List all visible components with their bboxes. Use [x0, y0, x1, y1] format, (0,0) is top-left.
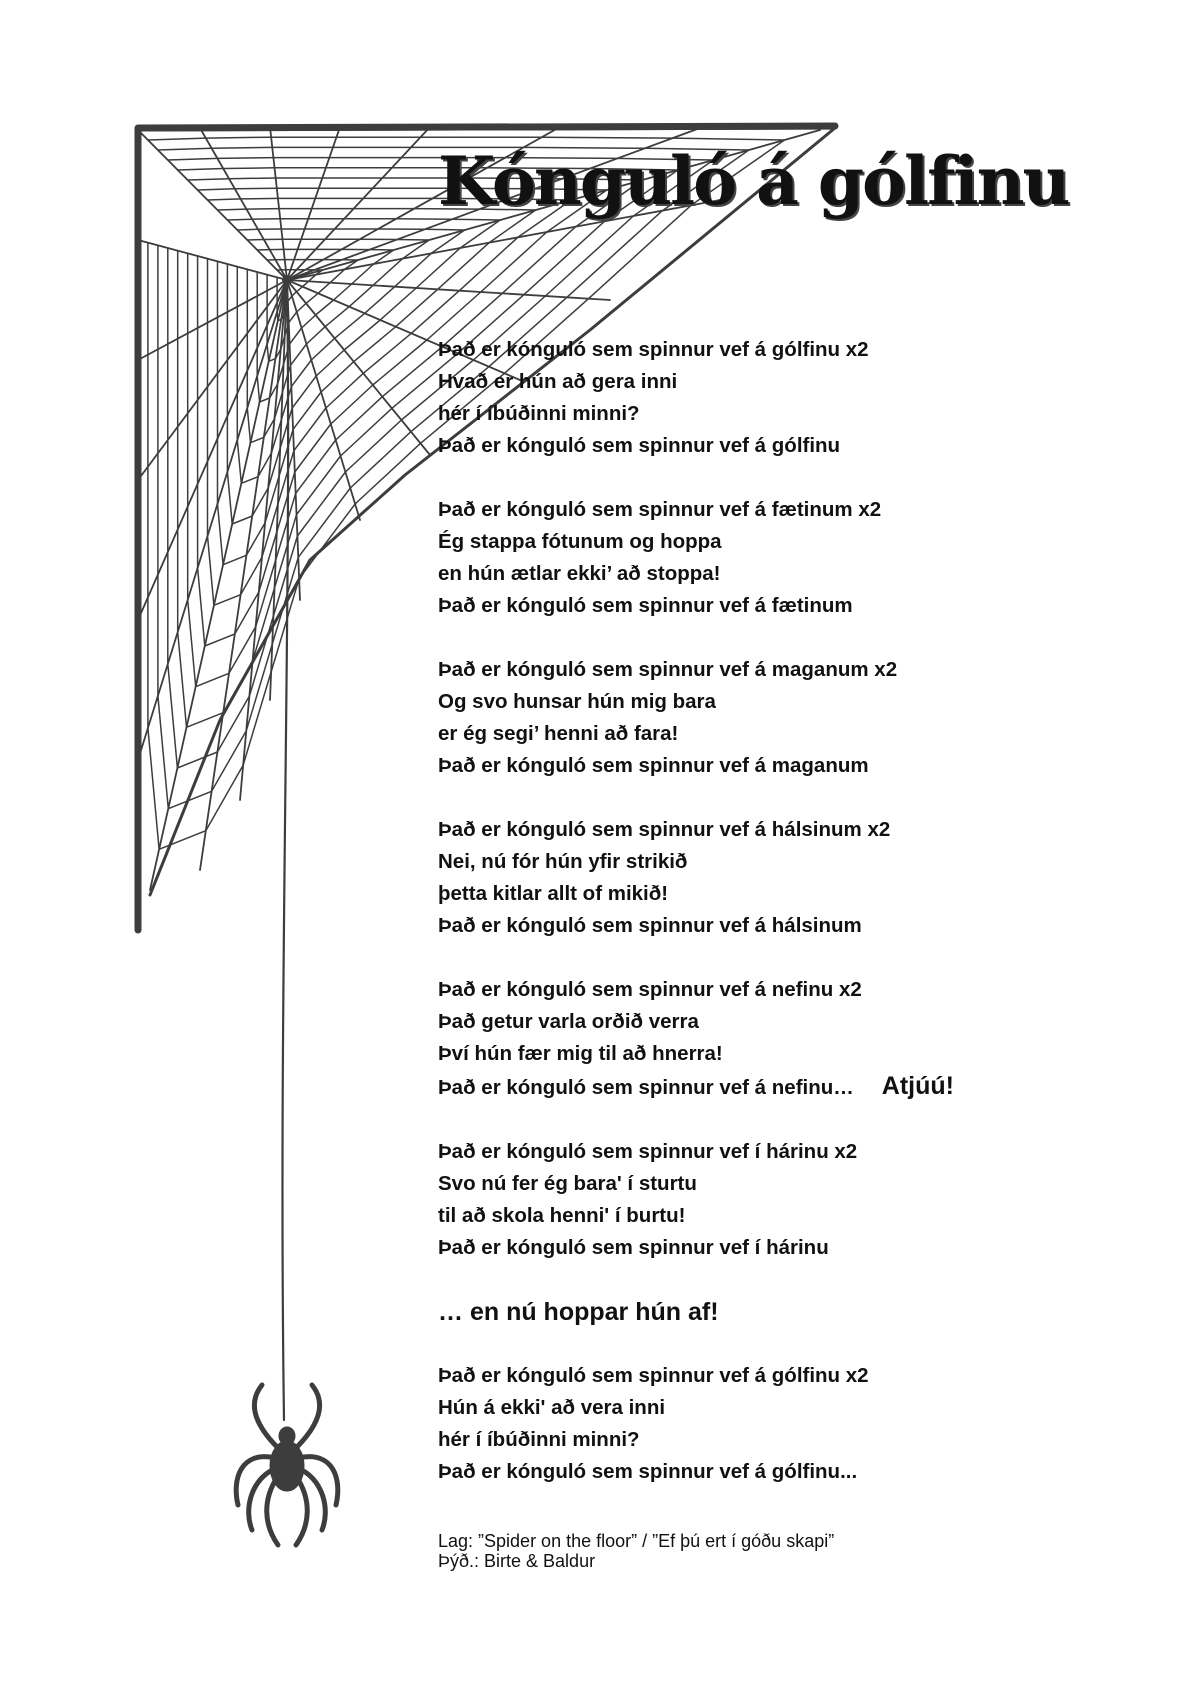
lyric-line: Hvað er hún að gera inni	[438, 370, 678, 393]
lyric-line: Nei, nú fór hún yfir strikið	[438, 850, 688, 873]
lyric-line: hér í íbúðinni minni?	[438, 402, 640, 425]
verse-2	[438, 494, 1058, 622]
lyric-line: Það er kónguló sem spinnur vef á maganum	[438, 754, 869, 777]
lyric-line-text: Það er kónguló sem spinnur vef á nefinu…	[438, 1076, 854, 1099]
final-verse	[438, 1360, 1058, 1488]
lyric-line: Það er kónguló sem spinnur vef á nefinu x2	[438, 978, 862, 1001]
interlude-line: … en nú hoppar hún af!	[438, 1298, 719, 1326]
lyric-line: Það er kónguló sem spinnur vef á maganum x2	[438, 658, 898, 681]
lyric-line: en hún ætlar ekki’ að stoppa!	[438, 562, 721, 585]
lyric-line: Svo nú fer ég bara' í sturtu	[438, 1172, 697, 1195]
lyric-line: Og svo hunsar hún mig bara	[438, 690, 716, 713]
page-title: Kónguló á gólfinu	[438, 142, 1069, 220]
lyric-line: Það er kónguló sem spinnur vef á hálsinum x2	[438, 818, 891, 841]
lyric-line: Ég stappa fótunum og hoppa	[438, 530, 722, 553]
lyric-line: Það er kónguló sem spinnur vef á gólfinu...	[438, 1460, 858, 1483]
lyrics	[438, 334, 1058, 1520]
lyric-line: Það er kónguló sem spinnur vef á gólfinu x2	[438, 338, 869, 361]
verse-1	[438, 334, 1058, 462]
lyric-line: Það er kónguló sem spinnur vef á gólfinu	[438, 434, 841, 457]
lyric-line: Það er kónguló sem spinnur vef í hárinu	[438, 1236, 829, 1259]
spider-icon	[236, 1385, 338, 1545]
lyric-line: Því hún fær mig til að hnerra!	[438, 1042, 723, 1065]
lyric-line: Hún á ekki' að vera inni	[438, 1396, 666, 1419]
lyric-line	[438, 1070, 1058, 1104]
song-credits	[438, 1531, 834, 1571]
lyric-line: Það er kónguló sem spinnur vef á gólfinu x2	[438, 1364, 869, 1387]
lyric-line: Það er kónguló sem spinnur vef á fætinum x2	[438, 498, 882, 521]
translation-credit: Þýð.: Birte & Baldur	[438, 1551, 596, 1571]
sneeze-exclamation: Atjúú!	[881, 1072, 954, 1100]
lyric-line: Það getur varla orðið verra	[438, 1010, 699, 1033]
lyric-line: til að skola henni' í burtu!	[438, 1204, 686, 1227]
lyric-line: Það er kónguló sem spinnur vef í hárinu x2	[438, 1140, 858, 1163]
lyric-line: Það er kónguló sem spinnur vef á hálsinum	[438, 914, 862, 937]
verse-3	[438, 654, 1058, 782]
lyric-line: Það er kónguló sem spinnur vef á fætinum	[438, 594, 853, 617]
verse-6	[438, 1136, 1058, 1264]
lyric-line: er ég segi’ henni að fara!	[438, 722, 679, 745]
lyric-line: hér í íbúðinni minni?	[438, 1428, 640, 1451]
verse-4	[438, 814, 1058, 942]
melody-credit: Lag: ”Spider on the floor” / ”Ef þú ert í góðu skapi”	[438, 1531, 835, 1551]
verse-5	[438, 974, 1058, 1104]
lyric-line: þetta kitlar allt of mikið!	[438, 882, 669, 905]
